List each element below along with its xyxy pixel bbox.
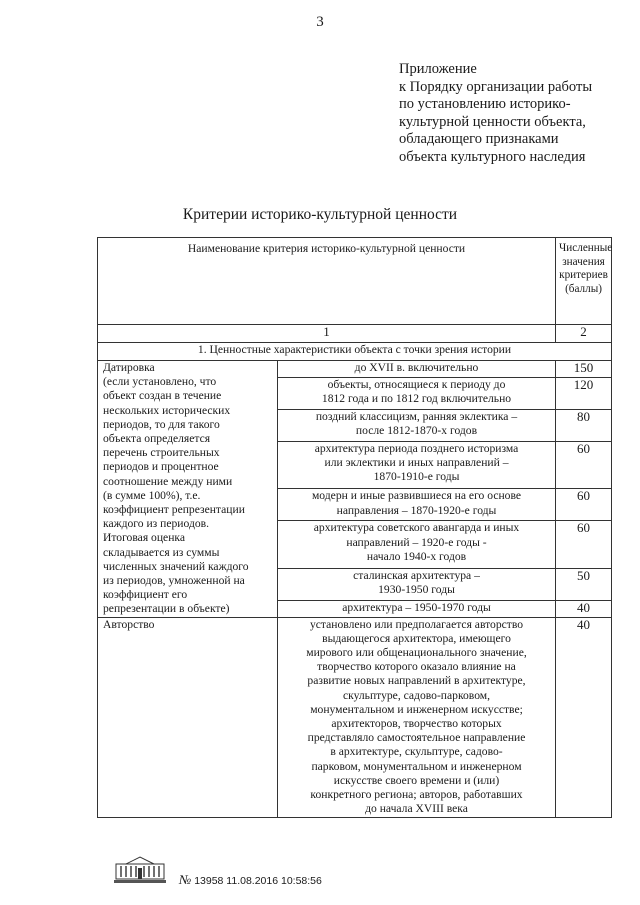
criterion-score: 150	[556, 361, 612, 378]
criterion-name	[98, 361, 278, 618]
criterion-score: 40	[556, 601, 612, 618]
criterion-name-line: Итоговая оценка	[103, 531, 185, 545]
criterion-name-line: перечень строительных	[103, 446, 220, 460]
criterion-period-line: модерн и иные развившиеся на его основе	[311, 489, 522, 503]
criterion-name	[98, 617, 278, 817]
criterion-name-line: коэффициент его	[103, 588, 188, 602]
section-heading: 1. Ценностные характеристики объекта с точки зрения истории	[98, 343, 612, 361]
criterion-period-line: парковом, монументальном и инженерном	[311, 759, 522, 773]
criterion-name-line: численных значений каждого	[103, 559, 249, 573]
criterion-name-line: Авторство	[103, 617, 155, 631]
header-value-line: Численные	[559, 242, 613, 254]
header-criterion-name: Наименование критерия историко-культурной ценности	[98, 238, 556, 325]
criterion-name-line: из периодов, умноженной на	[103, 574, 245, 588]
appendix-line: Приложение	[399, 61, 477, 77]
criterion-name-line: репрезентации в объекте)	[103, 602, 230, 616]
criterion-period-line: сталинская архитектура –	[353, 568, 480, 582]
criterion-period-line: или эклектики и иных направлений –	[324, 455, 509, 469]
criterion-score: 120	[556, 377, 612, 409]
criterion-name-line: объекта определяется	[103, 432, 211, 446]
criterion-period-line: конкретного региона; авторов, работавших	[310, 788, 523, 802]
criterion-name-line: складывается из суммы	[103, 545, 220, 559]
column-number: 2	[556, 325, 612, 343]
number-sign: №	[179, 872, 192, 887]
criterion-period-line: объекты, относящиеся к периоду до	[327, 377, 506, 391]
criterion-period-line: представляло самостоятельное направление	[307, 731, 526, 745]
criterion-period	[278, 377, 556, 409]
criterion-name-line: (в сумме 100%), т.е.	[103, 488, 201, 502]
header-value-line: критериев	[559, 269, 608, 282]
criterion-score: 80	[556, 409, 612, 441]
criterion-period-line: после 1812-1870-х годов	[355, 423, 478, 437]
criterion-period-line: начало 1940-х годов	[366, 549, 467, 563]
criterion-name-line: объект создан в течение	[103, 389, 222, 403]
criterion-period-line: до начала XVIII века	[365, 802, 468, 816]
criterion-period-line: развитие новых направлений в архитектуре,	[307, 674, 526, 688]
table-header-row	[98, 238, 612, 325]
header-value-line: (баллы)	[565, 282, 602, 295]
criterion-period	[278, 361, 556, 378]
criterion-score: 60	[556, 489, 612, 521]
column-number: 1	[98, 325, 556, 343]
table-row	[98, 617, 612, 817]
registration-stamp	[179, 872, 322, 888]
header-criterion-value	[556, 238, 612, 325]
criterion-period	[278, 601, 556, 618]
appendix-line: по установлению историко-	[399, 96, 571, 113]
criterion-period-line: выдающегося архитектора, имеющего	[322, 631, 511, 645]
header-value-line: значения	[562, 255, 605, 268]
column-number-row	[98, 325, 612, 343]
table-row	[98, 361, 612, 378]
criterion-period-line: архитектура периода позднего историзма	[314, 441, 519, 455]
criterion-period-line: направления – 1870-1920-е годы	[336, 503, 497, 517]
criterion-name-line: периодов и процентное	[103, 460, 219, 474]
registration-number-date: 13958 11.08.2016 10:58:56	[194, 875, 322, 887]
criterion-period-line: скульптуре, садово-парковом,	[343, 688, 491, 702]
criterion-period-line: архитекторов, творчество которых	[331, 717, 502, 731]
criterion-period	[278, 568, 556, 600]
criteria-table-body	[98, 238, 612, 818]
criterion-period-line: мирового или общенационального значение,	[306, 646, 527, 660]
appendix-note	[399, 61, 631, 167]
appendix-line: к Порядку организации работы	[399, 78, 593, 95]
criterion-score: 60	[556, 441, 612, 489]
footer	[112, 855, 532, 891]
criterion-period	[278, 617, 556, 817]
criterion-period	[278, 409, 556, 441]
appendix-line: обладающего признаками	[399, 131, 559, 148]
criteria-table	[97, 237, 612, 818]
criterion-period-line: искусстве своего времени и (или)	[333, 773, 500, 787]
criterion-score: 50	[556, 568, 612, 600]
criterion-score: 40	[556, 617, 612, 817]
criterion-period	[278, 441, 556, 489]
criterion-period-line: направлений – 1920-е годы -	[346, 535, 487, 549]
criterion-name-line: каждого из периодов.	[103, 517, 210, 531]
criterion-score: 60	[556, 521, 612, 569]
criterion-period-line: 1870-1910-е годы	[373, 470, 460, 484]
criterion-name-line: периодов, то для такого	[103, 417, 220, 431]
criterion-name-line: Датировка	[103, 361, 155, 374]
criterion-period-line: творчество которого оказало влияние на	[317, 660, 516, 674]
criterion-period-line: поздний классицизм, ранняя эклектика –	[315, 409, 518, 423]
document-title: Критерии историко-культурной ценности	[182, 206, 458, 223]
criterion-period-line: до XVII в. включительно	[354, 361, 479, 374]
criterion-name-line: (если установлено, что	[103, 375, 217, 389]
criterion-name-line: нескольких исторических	[103, 403, 231, 417]
appendix-line: объекта культурного наследия	[399, 148, 586, 165]
criterion-period	[278, 489, 556, 521]
criterion-period-line: установлено или предполагается авторство	[309, 617, 524, 631]
criterion-period	[278, 521, 556, 569]
building-logo-icon	[112, 855, 168, 885]
criterion-period-line: 1930-1950 годы	[378, 583, 455, 597]
appendix-line: культурной ценности объекта,	[399, 113, 586, 130]
criterion-period-line: 1812 года и по 1812 год включительно	[321, 391, 512, 405]
criterion-period-line: монументальном и инженерном искусстве;	[310, 702, 523, 716]
criterion-period-line: в архитектуре, скульптуре, садово-	[330, 745, 503, 759]
criterion-name-line: коэффициент репрезентации	[103, 503, 245, 517]
section-row	[98, 343, 612, 361]
page-number: 3	[316, 14, 324, 30]
criterion-period-line: архитектура советского авангарда и иных	[313, 521, 520, 535]
criterion-period-line: архитектура – 1950-1970 годы	[342, 601, 491, 615]
criterion-name-line: соотношение между ними	[103, 474, 233, 488]
